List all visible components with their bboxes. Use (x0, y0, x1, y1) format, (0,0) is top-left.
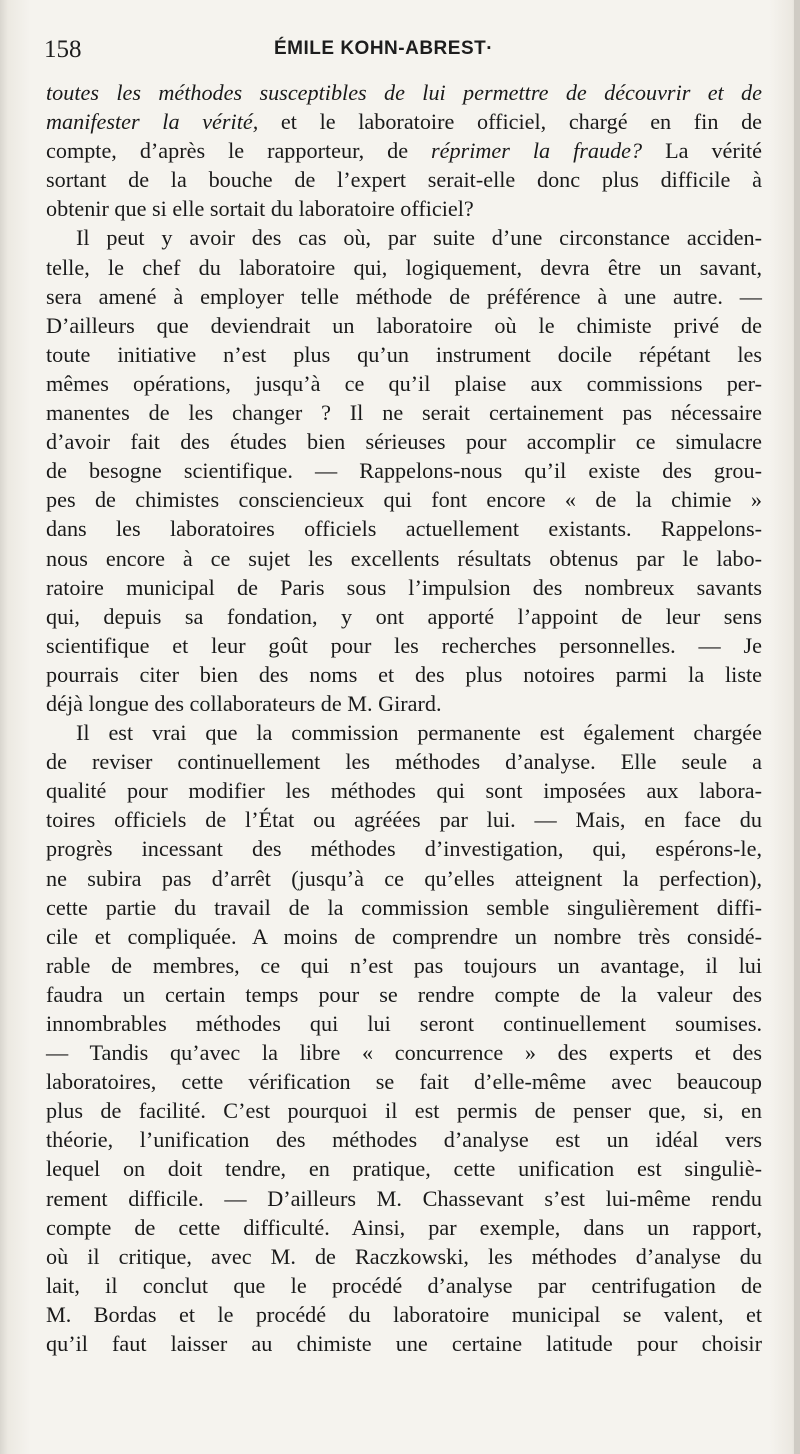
page-number: 158 (44, 36, 82, 63)
text-run: lequel on doit tendre, en pratique, cette unification est singuliè- (46, 1156, 762, 1182)
text-line (46, 1271, 762, 1300)
text-run: — Tandis qu’avec la libre « concurrence » des experts et des (46, 1040, 762, 1066)
text-line (46, 398, 762, 427)
text-line (46, 1242, 762, 1271)
text-run: qui, depuis sa fondation, y ont apporté l’appoint de leur sens (46, 603, 762, 629)
text-run: déjà longue des collaborateurs de M. Girard. (46, 690, 442, 716)
text-run: innombrables méthodes qui lui seront continuellement soumises. (46, 1011, 762, 1036)
text-run: sera amené à employer telle méthode de préférence à une autre. — (46, 283, 762, 309)
text-run: manentes de les changer ? Il ne serait certainement pas nécessaire (46, 400, 762, 426)
scan-edge-shadow (794, 0, 800, 1454)
text-line (46, 747, 762, 776)
text-line (46, 834, 762, 863)
italic-text-run: réprimer la fraude? (431, 138, 643, 164)
text-run: progrès incessant des méthodes d’investigation, qui, espérons-le, (46, 836, 762, 862)
text-run: théorie, l’unification des méthodes d’analyse est un idéal vers (46, 1127, 762, 1153)
text-run: faudra un certain temps pour se rendre compte de la valeur des (46, 981, 762, 1007)
text-line (46, 340, 762, 369)
text-line (46, 427, 762, 456)
running-title: ÉMILE KOHN-ABREST· (274, 38, 494, 59)
text-run: compte de cette difficulté. Ainsi, par exemple, dans un rapport, (46, 1214, 762, 1240)
text-line (46, 223, 762, 252)
text-line (46, 544, 762, 573)
text-line (46, 369, 762, 398)
text-line (46, 1184, 762, 1213)
text-run: rable de membres, ce qui n’est pas toujours un avantage, il lui (46, 952, 762, 978)
text-run: toires officiels de l’État ou agréées par lui. — Mais, en face du (46, 807, 762, 833)
text-line (46, 1009, 762, 1038)
text-run: dans les laboratoires officiels actuellement existants. Rappelons- (46, 516, 762, 542)
text-line (46, 1154, 762, 1183)
text-run: qualité pour modifier les méthodes qui sont imposées aux labora- (46, 778, 762, 804)
text-line (46, 165, 762, 194)
text-line (46, 1300, 762, 1329)
text-run: lait, il conclut que le procédé d’analyse par centrifugation de (46, 1272, 762, 1298)
text-run: compte, d’après le rapporteur, de (46, 138, 432, 164)
text-line (46, 602, 762, 631)
text-run: qu’il faut laisser au chimiste une certaine latitude pour choisir (46, 1331, 762, 1357)
text-run: ratoire municipal de Paris sous l’impulsion des nombreux savants (46, 574, 762, 600)
text-line (46, 864, 762, 893)
text-run: La vérité (642, 138, 762, 164)
text-line (46, 1067, 762, 1096)
text-line (46, 78, 762, 107)
text-run: rement difficile. — D’ailleurs M. Chassevant s’est lui-même rendu (46, 1185, 762, 1211)
text-line (46, 107, 762, 136)
text-line (46, 660, 762, 689)
text-line (46, 194, 762, 223)
text-line (46, 1038, 762, 1067)
italic-text-run: manifester la vérité, (46, 109, 259, 135)
text-run: obtenir que si elle sortait du laboratoire officiel? (46, 196, 474, 222)
italic-text-run: toutes les méthodes susceptibles de lui permettre de découvrir et de (46, 80, 762, 105)
text-run: Il peut y avoir des cas où, par suite d’une circonstance acciden- (76, 225, 762, 251)
text-run: cile et compliquée. A moins de comprendre un nombre très considé- (46, 923, 762, 949)
text-run: telle, le chef du laboratoire qui, logiquement, devra être un savant, (46, 254, 762, 280)
text-run: et le laboratoire officiel, chargé en fin de (258, 109, 763, 135)
text-line (46, 282, 762, 311)
text-run: plus de facilité. C’est pourquoi il est permis de penser que, si, en (46, 1098, 762, 1124)
text-run: scientifique et leur goût pour les recherches personnelles. — Je (46, 632, 762, 658)
text-run: pourrais citer bien des noms et des plus notoires parmi la liste (46, 661, 762, 687)
text-run: D’ailleurs que deviendrait un laboratoire où le chimiste privé de (46, 312, 762, 338)
text-line (46, 456, 762, 485)
text-line (46, 253, 762, 282)
text-line (46, 1213, 762, 1242)
text-run: toute initiative n’est plus qu’un instrument docile répétant les (46, 341, 762, 367)
text-line (46, 922, 762, 951)
text-line (46, 718, 762, 747)
text-run: sortant de la bouche de l’expert serait-elle donc plus difficile à (46, 167, 762, 193)
text-line (46, 573, 762, 602)
text-line (46, 980, 762, 1009)
text-run: ne subira pas d’arrêt (jusqu’à ce qu’elles atteignent la perfection), (46, 865, 762, 891)
text-run: où il critique, avec M. de Raczkowski, les méthodes d’analyse du (46, 1243, 762, 1269)
text-line (46, 805, 762, 834)
text-line (46, 1329, 762, 1358)
text-line (46, 514, 762, 543)
text-run: cette partie du travail de la commission semble singulièrement diffi- (46, 894, 762, 920)
text-line (46, 485, 762, 514)
text-line (46, 776, 762, 805)
text-run: d’avoir fait des études bien sérieuses pour accomplir ce simulacre (46, 429, 762, 455)
text-run: pes de chimistes consciencieux qui font encore « de la chimie » (46, 487, 762, 513)
text-line (46, 689, 762, 718)
text-run: Il est vrai que la commission permanente est également chargée (76, 720, 762, 746)
text-line (46, 136, 762, 165)
text-run: M. Bordas et le procédé du laboratoire municipal se valent, et (46, 1301, 762, 1327)
text-line (46, 631, 762, 660)
text-run: de reviser continuellement les méthodes d’analyse. Elle seule a (46, 749, 762, 775)
text-line (46, 311, 762, 340)
running-head (44, 36, 756, 66)
body-text (46, 78, 762, 1358)
text-line (46, 951, 762, 980)
text-line (46, 1125, 762, 1154)
text-run: mêmes opérations, jusqu’à ce qu’il plaise aux commissions per- (46, 370, 762, 396)
text-run: laboratoires, cette vérification se fait d’elle-même avec beaucoup (46, 1069, 762, 1095)
text-run: nous encore à ce sujet les excellents résultats obtenus par le labo- (46, 545, 762, 571)
text-line (46, 1096, 762, 1125)
text-run: de besogne scientifique. — Rappelons-nous qu’il existe des grou- (46, 458, 762, 484)
text-line (46, 893, 762, 922)
